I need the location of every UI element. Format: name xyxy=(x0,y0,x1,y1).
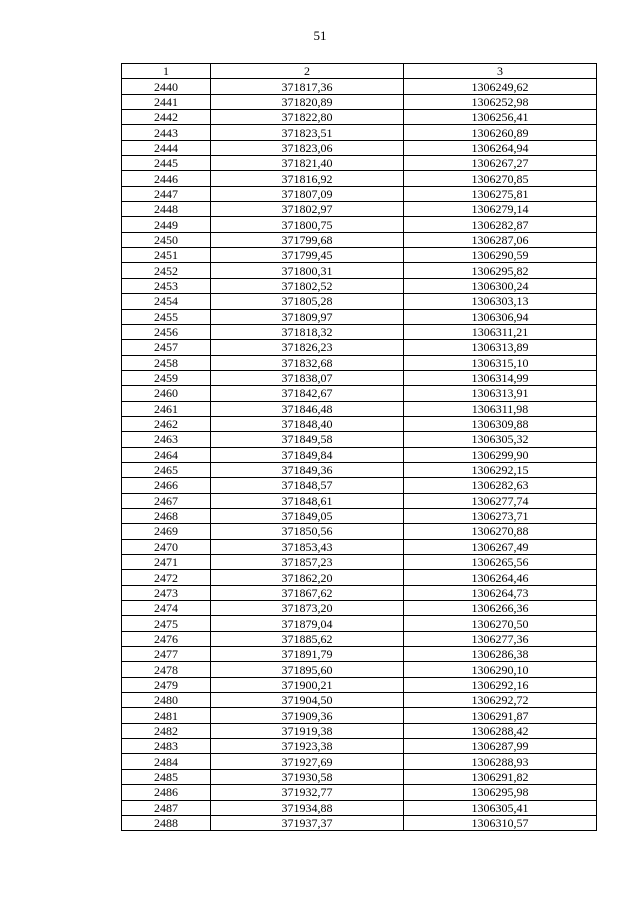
table-row xyxy=(122,677,597,692)
point-number-cell: 2448 xyxy=(122,202,211,217)
x-coordinate-cell: 371848,57 xyxy=(211,478,404,493)
x-coordinate-cell: 371932,77 xyxy=(211,785,404,800)
point-number-cell: 2452 xyxy=(122,263,211,278)
table-row xyxy=(122,708,597,723)
point-number-cell: 2454 xyxy=(122,294,211,309)
table-row xyxy=(122,416,597,431)
point-number-cell: 2465 xyxy=(122,462,211,477)
table-row xyxy=(122,647,597,662)
y-coordinate-cell: 1306300,24 xyxy=(404,278,597,293)
y-coordinate-cell: 1306270,50 xyxy=(404,616,597,631)
table-row xyxy=(122,125,597,140)
table-row xyxy=(122,140,597,155)
point-number-cell: 2441 xyxy=(122,94,211,109)
table-row xyxy=(122,585,597,600)
table-body xyxy=(122,79,597,831)
x-coordinate-cell: 371805,28 xyxy=(211,294,404,309)
x-coordinate-cell: 371867,62 xyxy=(211,585,404,600)
y-coordinate-cell: 1306266,36 xyxy=(404,601,597,616)
x-coordinate-cell: 371817,36 xyxy=(211,79,404,94)
point-number-cell: 2473 xyxy=(122,585,211,600)
x-coordinate-cell: 371879,04 xyxy=(211,616,404,631)
x-coordinate-cell: 371849,05 xyxy=(211,508,404,523)
table-row xyxy=(122,555,597,570)
table-row xyxy=(122,79,597,94)
point-number-cell: 2479 xyxy=(122,677,211,692)
point-number-cell: 2463 xyxy=(122,432,211,447)
point-number-cell: 2451 xyxy=(122,248,211,263)
y-coordinate-cell: 1306292,16 xyxy=(404,677,597,692)
point-number-cell: 2471 xyxy=(122,555,211,570)
x-coordinate-cell: 371802,97 xyxy=(211,202,404,217)
y-coordinate-cell: 1306288,42 xyxy=(404,723,597,738)
x-coordinate-cell: 371842,67 xyxy=(211,386,404,401)
y-coordinate-cell: 1306305,41 xyxy=(404,800,597,815)
point-number-cell: 2484 xyxy=(122,754,211,769)
point-number-cell: 2486 xyxy=(122,785,211,800)
y-coordinate-cell: 1306291,87 xyxy=(404,708,597,723)
y-coordinate-cell: 1306291,82 xyxy=(404,769,597,784)
table-row xyxy=(122,294,597,309)
x-coordinate-cell: 371823,51 xyxy=(211,125,404,140)
table-row xyxy=(122,616,597,631)
y-coordinate-cell: 1306249,62 xyxy=(404,79,597,94)
y-coordinate-cell: 1306315,10 xyxy=(404,355,597,370)
table-row xyxy=(122,340,597,355)
table-row xyxy=(122,324,597,339)
x-coordinate-cell: 371849,84 xyxy=(211,447,404,462)
column-header-3: 3 xyxy=(404,64,597,79)
x-coordinate-cell: 371862,20 xyxy=(211,570,404,585)
y-coordinate-cell: 1306290,10 xyxy=(404,662,597,677)
column-header-2: 2 xyxy=(211,64,404,79)
table-row xyxy=(122,723,597,738)
table-row xyxy=(122,370,597,385)
y-coordinate-cell: 1306295,98 xyxy=(404,785,597,800)
y-coordinate-cell: 1306275,81 xyxy=(404,186,597,201)
table-row xyxy=(122,171,597,186)
x-coordinate-cell: 371809,97 xyxy=(211,309,404,324)
table-row xyxy=(122,186,597,201)
y-coordinate-cell: 1306260,89 xyxy=(404,125,597,140)
table-row xyxy=(122,769,597,784)
point-number-cell: 2482 xyxy=(122,723,211,738)
x-coordinate-cell: 371849,58 xyxy=(211,432,404,447)
y-coordinate-cell: 1306287,06 xyxy=(404,232,597,247)
point-number-cell: 2442 xyxy=(122,110,211,125)
point-number-cell: 2472 xyxy=(122,570,211,585)
x-coordinate-cell: 371919,38 xyxy=(211,723,404,738)
table-row xyxy=(122,693,597,708)
y-coordinate-cell: 1306270,85 xyxy=(404,171,597,186)
y-coordinate-cell: 1306311,98 xyxy=(404,401,597,416)
point-number-cell: 2447 xyxy=(122,186,211,201)
x-coordinate-cell: 371802,52 xyxy=(211,278,404,293)
y-coordinate-cell: 1306306,94 xyxy=(404,309,597,324)
table-row xyxy=(122,570,597,585)
point-number-cell: 2460 xyxy=(122,386,211,401)
x-coordinate-cell: 371821,40 xyxy=(211,156,404,171)
point-number-cell: 2485 xyxy=(122,769,211,784)
table-row xyxy=(122,800,597,815)
x-coordinate-cell: 371823,06 xyxy=(211,140,404,155)
y-coordinate-cell: 1306288,93 xyxy=(404,754,597,769)
point-number-cell: 2445 xyxy=(122,156,211,171)
point-number-cell: 2466 xyxy=(122,478,211,493)
y-coordinate-cell: 1306313,91 xyxy=(404,386,597,401)
x-coordinate-cell: 371927,69 xyxy=(211,754,404,769)
point-number-cell: 2487 xyxy=(122,800,211,815)
x-coordinate-cell: 371930,58 xyxy=(211,769,404,784)
column-header-1: 1 xyxy=(122,64,211,79)
table-row xyxy=(122,462,597,477)
x-coordinate-cell: 371807,09 xyxy=(211,186,404,201)
point-number-cell: 2453 xyxy=(122,278,211,293)
x-coordinate-cell: 371891,79 xyxy=(211,647,404,662)
table-row xyxy=(122,754,597,769)
table-row xyxy=(122,539,597,554)
page-number: 51 xyxy=(313,28,327,43)
x-coordinate-cell: 371853,43 xyxy=(211,539,404,554)
x-coordinate-cell: 371857,23 xyxy=(211,555,404,570)
y-coordinate-cell: 1306277,36 xyxy=(404,631,597,646)
point-number-cell: 2474 xyxy=(122,601,211,616)
point-number-cell: 2464 xyxy=(122,447,211,462)
x-coordinate-cell: 371822,80 xyxy=(211,110,404,125)
table-header xyxy=(122,64,597,79)
x-coordinate-cell: 371937,37 xyxy=(211,815,404,830)
x-coordinate-cell: 371848,40 xyxy=(211,416,404,431)
point-number-cell: 2483 xyxy=(122,739,211,754)
point-number-cell: 2481 xyxy=(122,708,211,723)
point-number-cell: 2461 xyxy=(122,401,211,416)
y-coordinate-cell: 1306282,63 xyxy=(404,478,597,493)
table-row xyxy=(122,524,597,539)
point-number-cell: 2467 xyxy=(122,493,211,508)
point-number-cell: 2459 xyxy=(122,370,211,385)
x-coordinate-cell: 371818,32 xyxy=(211,324,404,339)
table-row xyxy=(122,232,597,247)
y-coordinate-cell: 1306295,82 xyxy=(404,263,597,278)
point-number-cell: 2476 xyxy=(122,631,211,646)
table-row xyxy=(122,263,597,278)
x-coordinate-cell: 371838,07 xyxy=(211,370,404,385)
table-row xyxy=(122,493,597,508)
table-row xyxy=(122,401,597,416)
x-coordinate-cell: 371934,88 xyxy=(211,800,404,815)
point-number-cell: 2488 xyxy=(122,815,211,830)
x-coordinate-cell: 371820,89 xyxy=(211,94,404,109)
y-coordinate-cell: 1306309,88 xyxy=(404,416,597,431)
y-coordinate-cell: 1306305,32 xyxy=(404,432,597,447)
table-row xyxy=(122,309,597,324)
y-coordinate-cell: 1306292,72 xyxy=(404,693,597,708)
x-coordinate-cell: 371800,31 xyxy=(211,263,404,278)
table-row xyxy=(122,202,597,217)
y-coordinate-cell: 1306265,56 xyxy=(404,555,597,570)
y-coordinate-cell: 1306313,89 xyxy=(404,340,597,355)
x-coordinate-cell: 371832,68 xyxy=(211,355,404,370)
point-number-cell: 2468 xyxy=(122,508,211,523)
y-coordinate-cell: 1306273,71 xyxy=(404,508,597,523)
y-coordinate-cell: 1306311,21 xyxy=(404,324,597,339)
table-row xyxy=(122,478,597,493)
table-row xyxy=(122,217,597,232)
point-number-cell: 2449 xyxy=(122,217,211,232)
x-coordinate-cell: 371849,36 xyxy=(211,462,404,477)
y-coordinate-cell: 1306264,94 xyxy=(404,140,597,155)
point-number-cell: 2455 xyxy=(122,309,211,324)
point-number-cell: 2444 xyxy=(122,140,211,155)
y-coordinate-cell: 1306310,57 xyxy=(404,815,597,830)
header-row xyxy=(122,64,597,79)
point-number-cell: 2456 xyxy=(122,324,211,339)
x-coordinate-cell: 371873,20 xyxy=(211,601,404,616)
x-coordinate-cell: 371846,48 xyxy=(211,401,404,416)
y-coordinate-cell: 1306267,27 xyxy=(404,156,597,171)
point-number-cell: 2440 xyxy=(122,79,211,94)
x-coordinate-cell: 371816,92 xyxy=(211,171,404,186)
y-coordinate-cell: 1306287,99 xyxy=(404,739,597,754)
table-row xyxy=(122,785,597,800)
table-row xyxy=(122,110,597,125)
point-number-cell: 2450 xyxy=(122,232,211,247)
x-coordinate-cell: 371850,56 xyxy=(211,524,404,539)
y-coordinate-cell: 1306277,74 xyxy=(404,493,597,508)
table-row xyxy=(122,432,597,447)
x-coordinate-cell: 371799,45 xyxy=(211,248,404,263)
x-coordinate-cell: 371826,23 xyxy=(211,340,404,355)
table-row xyxy=(122,386,597,401)
table-row xyxy=(122,601,597,616)
coordinates-table xyxy=(121,63,597,831)
table-row xyxy=(122,815,597,830)
point-number-cell: 2443 xyxy=(122,125,211,140)
table-row xyxy=(122,447,597,462)
y-coordinate-cell: 1306256,41 xyxy=(404,110,597,125)
y-coordinate-cell: 1306282,87 xyxy=(404,217,597,232)
point-number-cell: 2462 xyxy=(122,416,211,431)
x-coordinate-cell: 371923,38 xyxy=(211,739,404,754)
y-coordinate-cell: 1306252,98 xyxy=(404,94,597,109)
table-row xyxy=(122,278,597,293)
table-row xyxy=(122,631,597,646)
x-coordinate-cell: 371885,62 xyxy=(211,631,404,646)
table-row xyxy=(122,156,597,171)
x-coordinate-cell: 371909,36 xyxy=(211,708,404,723)
table-row xyxy=(122,662,597,677)
x-coordinate-cell: 371799,68 xyxy=(211,232,404,247)
x-coordinate-cell: 371895,60 xyxy=(211,662,404,677)
point-number-cell: 2477 xyxy=(122,647,211,662)
x-coordinate-cell: 371848,61 xyxy=(211,493,404,508)
y-coordinate-cell: 1306303,13 xyxy=(404,294,597,309)
point-number-cell: 2458 xyxy=(122,355,211,370)
x-coordinate-cell: 371904,50 xyxy=(211,693,404,708)
table-row xyxy=(122,248,597,263)
x-coordinate-cell: 371900,21 xyxy=(211,677,404,692)
table-row xyxy=(122,508,597,523)
y-coordinate-cell: 1306314,99 xyxy=(404,370,597,385)
point-number-cell: 2480 xyxy=(122,693,211,708)
y-coordinate-cell: 1306286,38 xyxy=(404,647,597,662)
table-row xyxy=(122,739,597,754)
x-coordinate-cell: 371800,75 xyxy=(211,217,404,232)
point-number-cell: 2470 xyxy=(122,539,211,554)
y-coordinate-cell: 1306264,73 xyxy=(404,585,597,600)
point-number-cell: 2469 xyxy=(122,524,211,539)
point-number-cell: 2478 xyxy=(122,662,211,677)
y-coordinate-cell: 1306290,59 xyxy=(404,248,597,263)
y-coordinate-cell: 1306299,90 xyxy=(404,447,597,462)
table-row xyxy=(122,94,597,109)
point-number-cell: 2475 xyxy=(122,616,211,631)
y-coordinate-cell: 1306267,49 xyxy=(404,539,597,554)
table-row xyxy=(122,355,597,370)
point-number-cell: 2457 xyxy=(122,340,211,355)
y-coordinate-cell: 1306264,46 xyxy=(404,570,597,585)
y-coordinate-cell: 1306270,88 xyxy=(404,524,597,539)
y-coordinate-cell: 1306279,14 xyxy=(404,202,597,217)
point-number-cell: 2446 xyxy=(122,171,211,186)
y-coordinate-cell: 1306292,15 xyxy=(404,462,597,477)
